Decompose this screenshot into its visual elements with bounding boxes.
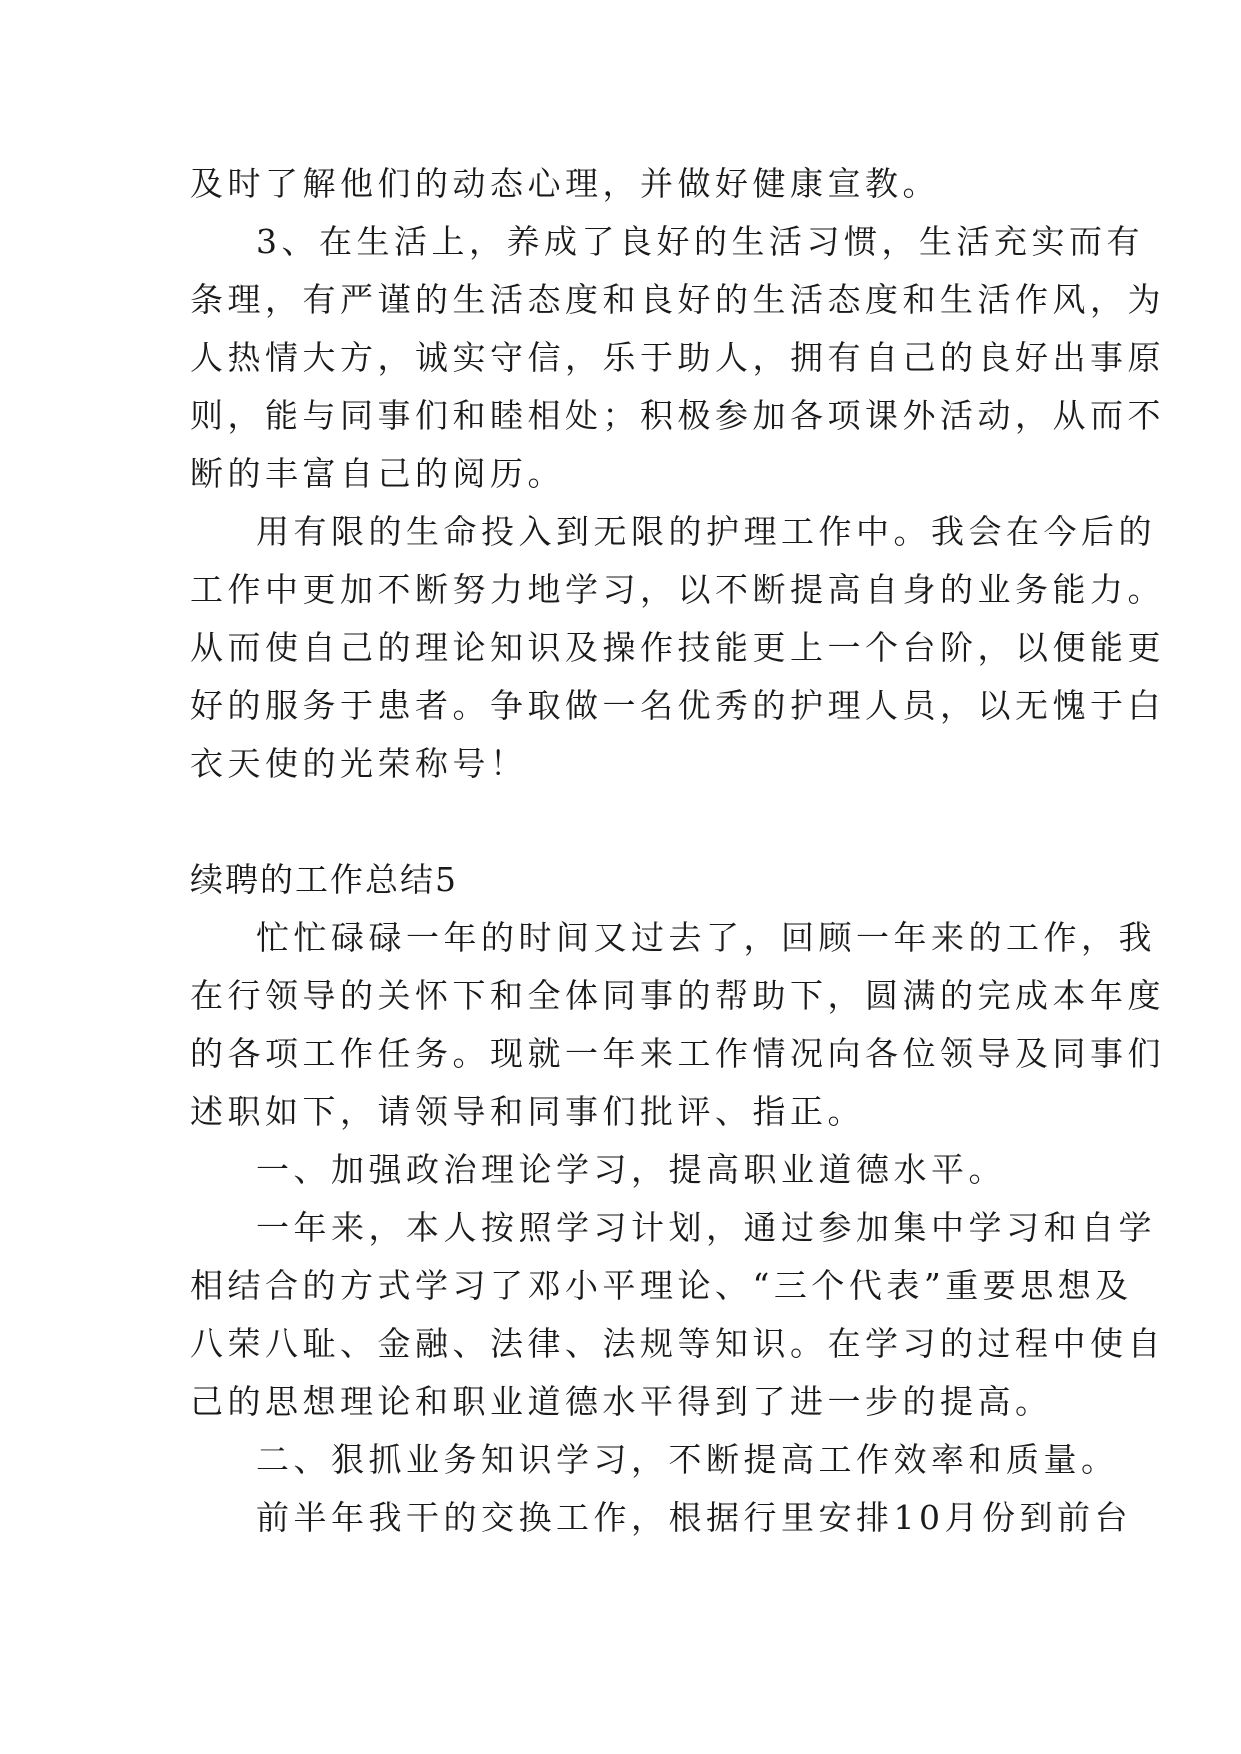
text-line: 条理，有严谨的生活态度和良好的生活态度和生活作风，为	[190, 280, 1165, 319]
text-line: 己的思想理论和职业道德水平得到了进一步的提高。	[190, 1382, 1053, 1421]
text-line: 前半年我干的交换工作，根据行里安排10月份到前台	[256, 1498, 1132, 1537]
text-line: 断的丰富自己的阅历。	[190, 454, 565, 493]
text-line: 八荣八耻、金融、法律、法规等知识。在学习的过程中使自	[190, 1324, 1165, 1363]
text-line: 一年来，本人按照学习计划，通过参加集中学习和自学	[256, 1208, 1156, 1247]
text-line: 人热情大方，诚实守信，乐于助人，拥有自己的良好出事原	[190, 338, 1165, 377]
text-line: 在行领导的关怀下和全体同事的帮助下，圆满的完成本年度	[190, 976, 1165, 1015]
text-line: 忙忙碌碌一年的时间又过去了，回顾一年来的工作，我	[256, 918, 1156, 957]
text-line: 述职如下，请领导和同事们批评、指正。	[190, 1092, 865, 1131]
text-line: 则，能与同事们和睦相处；积极参加各项课外活动，从而不	[190, 396, 1165, 435]
text-line: 的各项工作任务。现就一年来工作情况向各位领导及同事们	[190, 1034, 1165, 1073]
text-line: 工作中更加不断努力地学习，以不断提高自身的业务能力。	[190, 570, 1165, 609]
text-line: 一、加强政治理论学习，提高职业道德水平。	[256, 1150, 1006, 1189]
text-line: 二、狠抓业务知识学习，不断提高工作效率和质量。	[256, 1440, 1119, 1479]
text-line: 从而使自己的理论知识及操作技能更上一个台阶，以便能更	[190, 628, 1165, 667]
text-line: 好的服务于患者。争取做一名优秀的护理人员，以无愧于白	[190, 686, 1165, 725]
text-line: 相结合的方式学习了邓小平理论、“三个代表”重要思想及	[190, 1266, 1133, 1305]
text-line: 及时了解他们的动态心理，并做好健康宣教。	[190, 164, 940, 203]
section-heading: 续聘的工作总结5	[190, 860, 458, 899]
text-line: 3、在生活上，养成了良好的生活习惯，生活充实而有	[256, 222, 1144, 261]
text-line: 用有限的生命投入到无限的护理工作中。我会在今后的	[256, 512, 1156, 551]
text-line: 衣天使的光荣称号！	[190, 744, 528, 783]
